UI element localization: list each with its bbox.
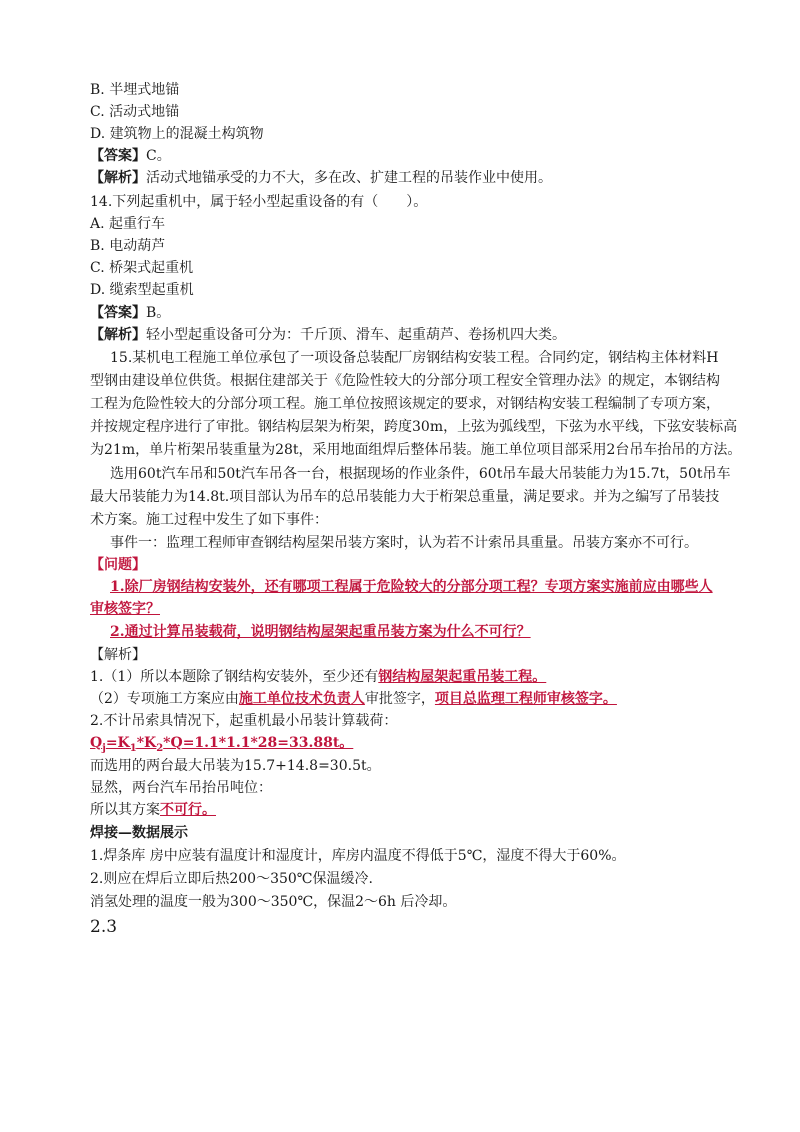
option-a: A. 起重行车	[90, 216, 166, 232]
analysis-text: 轻小型起重设备可分为：千斤顶、滑车、起重葫芦、卷扬机四大类。	[146, 327, 566, 343]
load-formula	[90, 733, 353, 759]
answer-line	[90, 146, 171, 166]
formula-part: Q	[90, 735, 103, 751]
section-heading: 焊接—数据展示	[90, 825, 188, 841]
case-paragraph-line: 工程为危险性较大的分部分项工程。施工单位按照该规定的要求，对钢结构安装工程编制了专项方案，	[90, 396, 720, 412]
question-1-line: 审核签字？	[90, 601, 160, 617]
answer-value: C。	[146, 148, 171, 164]
formula-subscript: 1	[129, 742, 137, 754]
option-d: D. 缆索型起重机	[90, 282, 194, 298]
answer-text: 审批签字，	[364, 691, 435, 707]
section-number: 2.3	[90, 917, 118, 937]
formula-subscript: j	[102, 742, 106, 754]
case-paragraph-line: 15.某机电工程施工单位承包了一项设备总装配厂房钢结构安装工程。合同约定，钢结构主体材料H	[110, 350, 719, 366]
capacity-line: 而选用的两台最大吊装为15.7+14.8=30.5t。	[90, 758, 381, 774]
answer-text: 1.（1）所以本题除了钢结构安装外，至少还有	[90, 669, 379, 685]
conclusion-text: 所以其方案	[90, 802, 160, 818]
formula-subscript: 2	[156, 742, 164, 754]
answer-1-part-1	[90, 667, 546, 687]
option-d: D. 建筑物上的混凝土构筑物	[90, 126, 264, 142]
event-one: 事件一：监理工程师审查钢结构屋架吊装方案时，认为若不计索吊具重量。吊装方案亦不可行。	[110, 535, 698, 551]
answer-highlight: 钢结构屋架起重吊装工程。	[378, 669, 547, 685]
answer-label: 【答案】	[90, 305, 146, 321]
case-paragraph-line: 为21m，单片桁架吊装重量为28t，采用地面组焊后整体吊装。施工单位项目部采用2台吊车抬吊的方法。	[90, 442, 742, 458]
answer-highlight: 施工单位技术负责人	[238, 691, 365, 707]
case-paragraph-line: 型钢由建设单位供货。根据住建部关于《危险性较大的分部分项工程安全管理办法》的规定，本钢结构	[90, 373, 720, 389]
welding-point-2: 2.则应在焊后立即后热200～350℃保温缓冷.	[90, 871, 373, 887]
analysis-text: 活动式地锚承受的力不大，多在改、扩建工程的吊装作业中使用。	[146, 170, 552, 186]
option-c: C. 桥架式起重机	[90, 260, 194, 276]
welding-point-1: 1.焊条库 房中应装有温度计和湿度计，库房内温度不得低于5℃，湿度不得大于60%。	[90, 848, 626, 864]
answer-2-intro: 2.不计吊索具情况下，起重机最小吊装计算载荷：	[90, 713, 398, 729]
case-paragraph-line: 术方案。施工过程中发生了如下事件：	[90, 512, 328, 528]
question-14: 14.下列起重机中，属于轻小型起重设备的有（ ）。	[90, 194, 428, 210]
formula-part: =K	[105, 735, 130, 751]
answer-label: 【答案】	[90, 148, 146, 164]
case-paragraph-line: 并按规定程序进行了审批。钢结构层架为桁架，跨度30m，上弦为弧线型，下弦为水平线，下弦安装标高	[90, 419, 738, 435]
answer-line	[90, 303, 170, 323]
question-heading: 【问题】	[90, 557, 146, 573]
conclusion-highlight: 不可行。	[160, 802, 216, 818]
analysis-heading: 【解析】	[90, 647, 146, 663]
answer-value: B。	[146, 305, 171, 321]
case-paragraph-line: 选用60t汽车吊和50t汽车吊各一台，根据现场的作业条件，60t吊车最大吊装能力为15.7t，50t吊车	[110, 466, 731, 482]
conclusion-line: 显然，两台汽车吊抬吊吨位：	[90, 780, 272, 796]
formula-part: *K	[136, 735, 157, 751]
question-2: 2.通过计算吊装载荷，说明钢结构屋架起重吊装方案为什么不可行？	[110, 624, 531, 640]
analysis-line	[90, 325, 566, 345]
answer-text: （2）专项施工方案应由	[90, 691, 239, 707]
option-b: B. 半埋式地锚	[90, 82, 180, 98]
analysis-label: 【解析】	[90, 327, 146, 343]
analysis-line	[90, 168, 552, 188]
option-c: C. 活动式地锚	[90, 104, 180, 120]
case-paragraph-line: 最大吊装能力为14.8t.项目部认为吊车的总吊装能力大于桁架总重量，满足要求。并为之编写了吊装技	[90, 489, 720, 505]
answer-1-part-2	[90, 689, 617, 709]
analysis-label: 【解析】	[90, 170, 146, 186]
option-b: B. 电动葫芦	[90, 238, 166, 254]
answer-highlight: 项目总监理工程师审核签字。	[434, 691, 617, 707]
conclusion-final	[90, 800, 216, 820]
welding-point-3: 消氢处理的温度一般为300～350℃，保温2～6h 后冷却。	[90, 894, 457, 910]
question-1-line: 1.除厂房钢结构安装外，还有哪项工程属于危险较大的分部分项工程？专项方案实施前应由哪些人	[110, 579, 713, 595]
formula-part: *Q=1.1*1.1*28=33.88t。	[163, 735, 354, 751]
